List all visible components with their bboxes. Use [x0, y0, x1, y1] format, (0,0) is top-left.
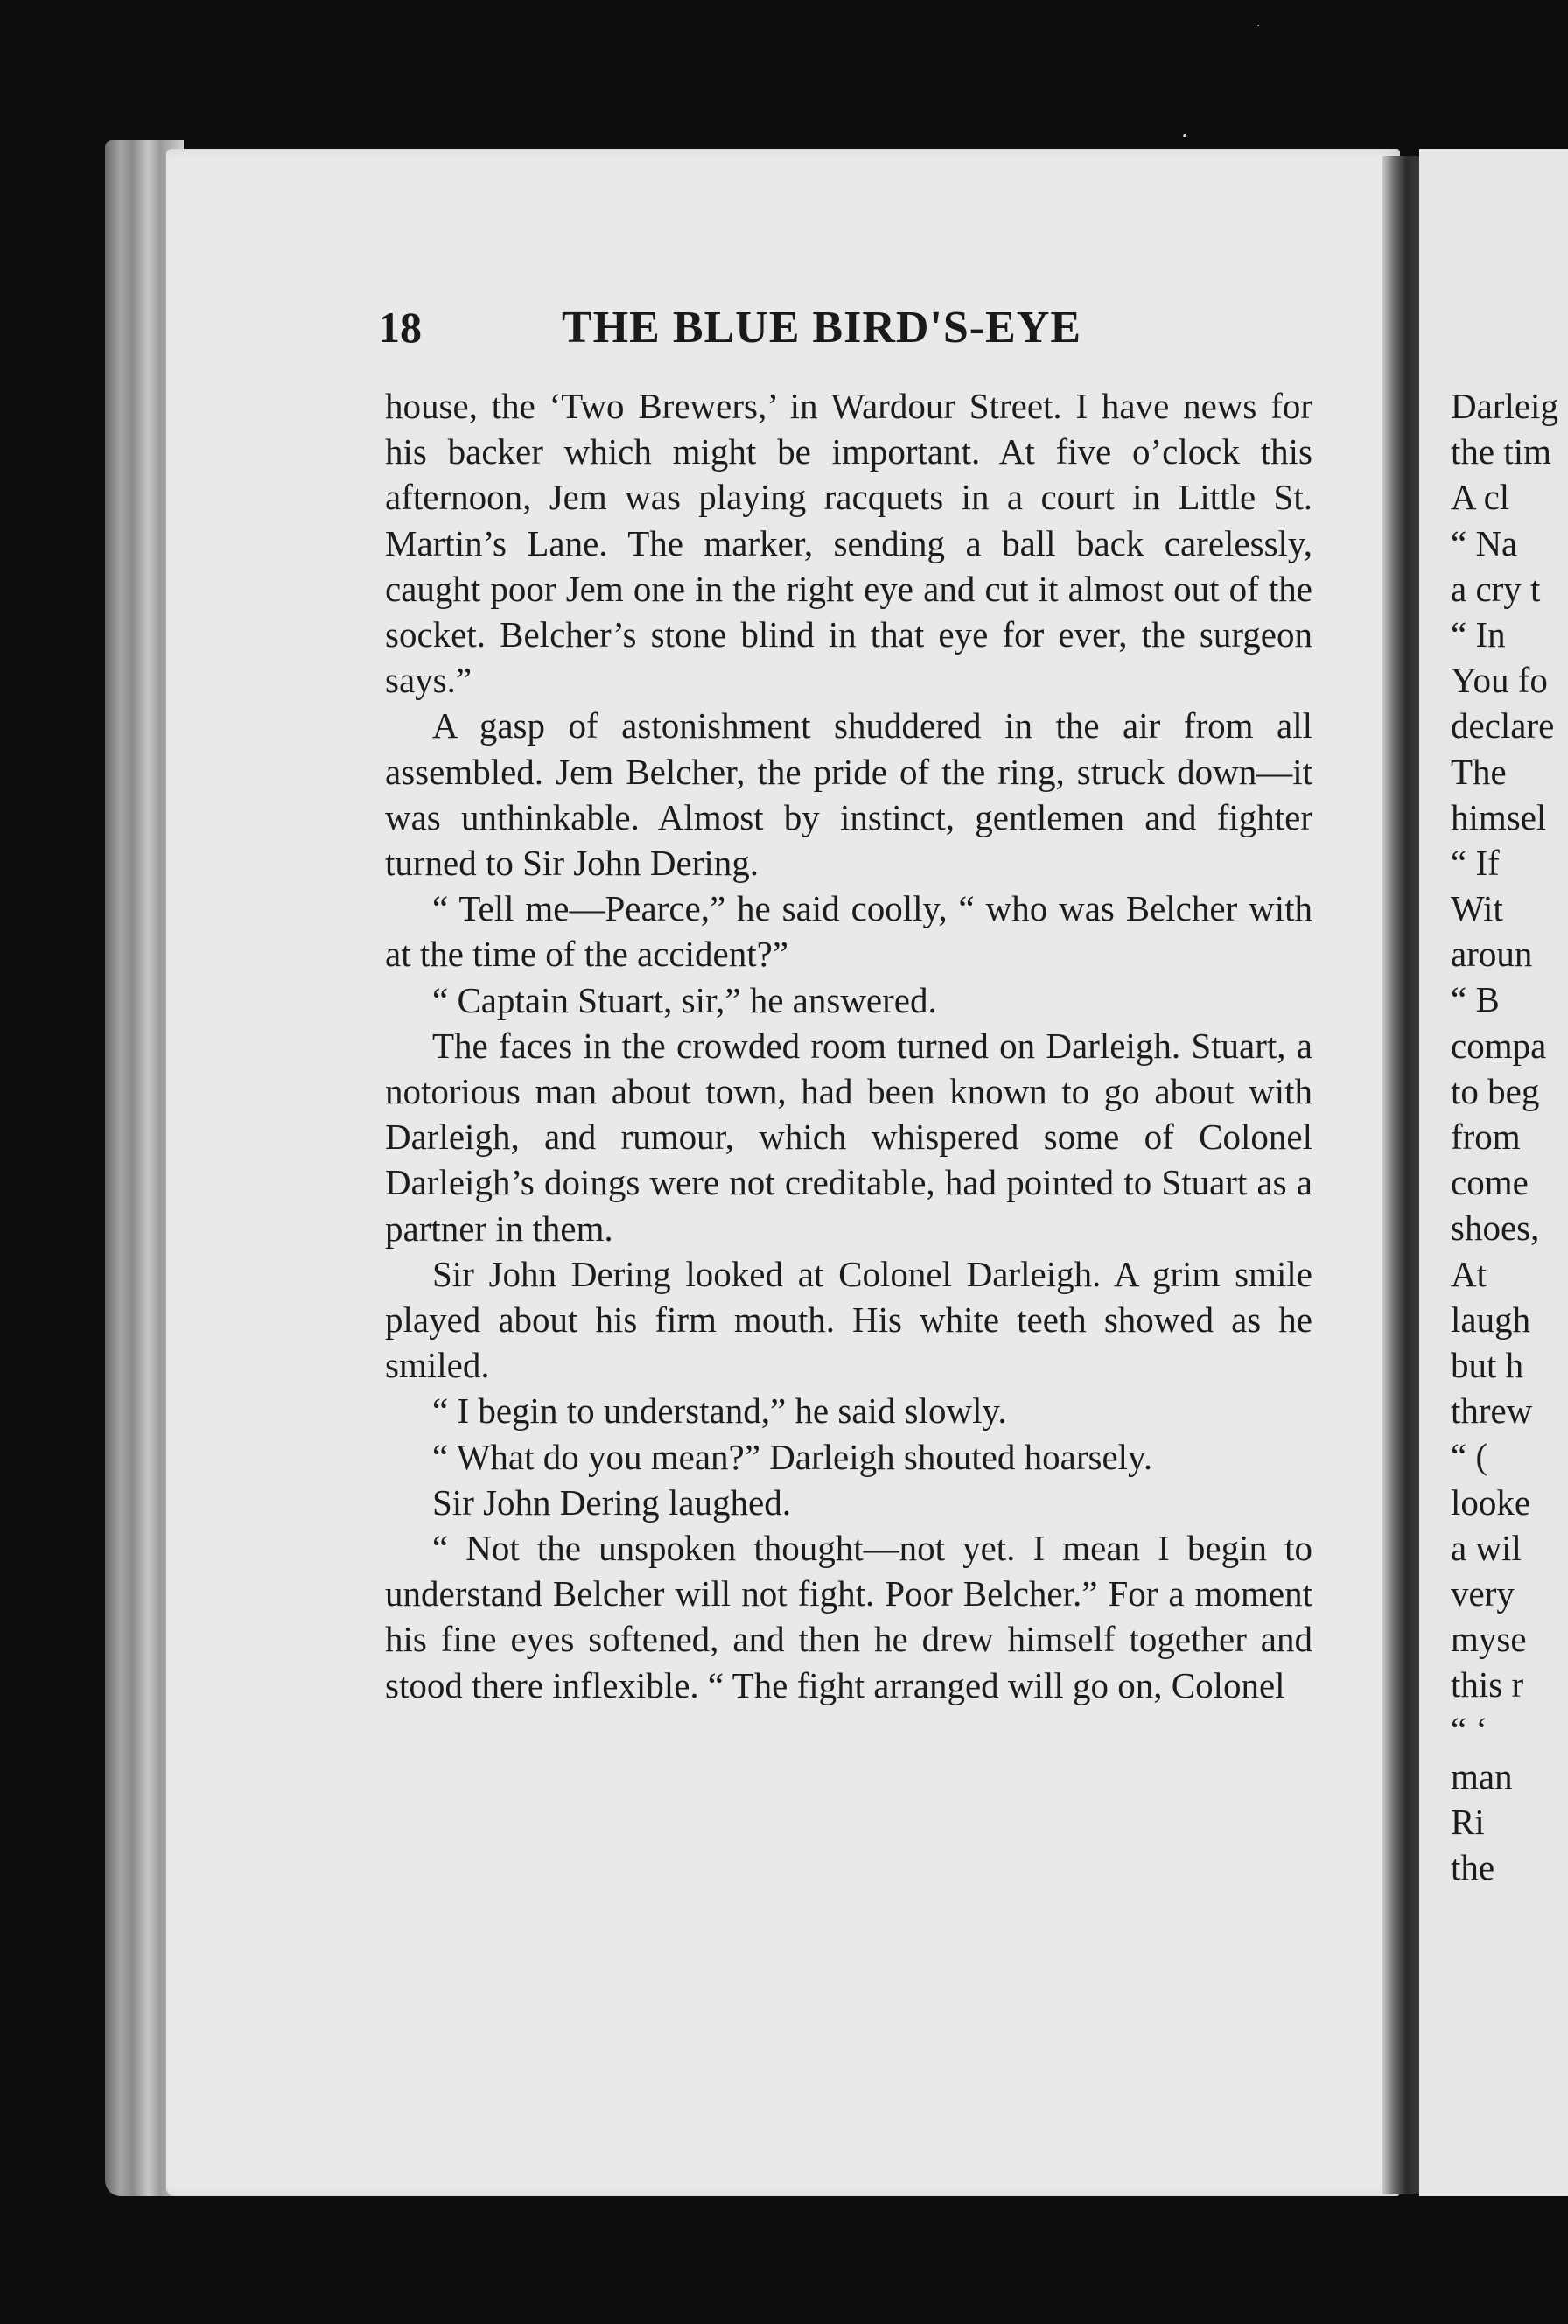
facing-page-line: come [1451, 1162, 1529, 1203]
facing-page-line: The [1451, 751, 1507, 792]
paragraph: A gasp of astonishment shuddered in the air from all assembled. Jem Belcher, the pride of the ring, struck down—it was unthinkable. Almost by instinct, gentlemen and fighter turned to Sir John Dering. [385, 705, 1312, 884]
facing-page-line: Darleig [1451, 386, 1558, 426]
facing-page-line: You fo [1451, 660, 1548, 701]
paragraph: “ Captain Stuart, sir,” he answered. [432, 979, 937, 1020]
paragraph: “ Not the unspoken thought—not yet. I mean I begin to understand Belcher will not fight. Poor Belcher.” For a moment his fine eyes softened, and then he drew himself together and stood there inflexible. “ The fight arranged will go on, Colonel [385, 1528, 1312, 1705]
facing-page-line: shoes, [1451, 1208, 1540, 1249]
facing-page-line: At [1451, 1253, 1487, 1294]
paragraph: “ What do you mean?” Darleigh shouted hoarsely. [432, 1436, 1153, 1477]
paragraph: Sir John Dering laughed. [432, 1481, 791, 1522]
facing-page-line: very [1451, 1572, 1515, 1614]
facing-page-line: a cry t [1451, 568, 1541, 609]
facing-page-line: to beg [1451, 1070, 1540, 1111]
facing-page-line: from [1451, 1116, 1521, 1157]
facing-page-line: looke [1451, 1481, 1531, 1522]
dust-speck: · [1256, 19, 1261, 33]
paragraph: house, the ‘Two Brewers,’ in Wardour Street. I have news for his backer which might be important. At five o’clock this afternoon, Jem was playing racquets in a court in Little St. Martin’s Lane. The marker, sending a ball back carelessly, caught poor Jem one in the right eye and cut it almost out of the socket. Belcher’s stone blind in that eye for ever, the surgeon says.” [385, 386, 1312, 701]
facing-page-line: declare [1451, 705, 1555, 746]
dust-speck: • [1181, 130, 1189, 144]
facing-page-line: Ri [1451, 1801, 1485, 1842]
facing-page-line: “ Na [1451, 522, 1518, 564]
running-head [378, 293, 1340, 363]
facing-page-line: A cl [1451, 477, 1510, 518]
facing-page-line: compa [1451, 1025, 1547, 1066]
facing-page-line: Wit [1451, 888, 1503, 929]
facing-page-line: “ ‘ [1451, 1710, 1488, 1751]
facing-page-line: “ If [1451, 842, 1500, 883]
facing-page-line: “ In [1451, 613, 1506, 654]
page-number: 18 [378, 303, 422, 352]
paragraph: The faces in the crowded room turned on Darleigh. Stuart, a notorious man about town, had been known to go about with Darleigh, and rumour, which whispered some of Colonel Darleigh’s doings were not creditable, had pointed to Stuart as a partner in them. [385, 1025, 1312, 1249]
facing-page-text [1451, 383, 1568, 1890]
facing-page-line: “ B [1451, 979, 1500, 1020]
facing-page-line: a wil [1451, 1527, 1522, 1568]
facing-page-line: aroun [1451, 934, 1533, 975]
book-gutter [1382, 156, 1423, 2194]
facing-page-line: myse [1451, 1619, 1527, 1660]
facing-page-line: “ ( [1451, 1436, 1488, 1477]
book-title: THE BLUE BIRD'S-EYE [562, 303, 1082, 353]
facing-page-line: man [1451, 1755, 1513, 1796]
paragraph: Sir John Dering looked at Colonel Darleigh. A grim smile played about his firm mouth. His white teeth showed as he smiled. [385, 1253, 1312, 1386]
paragraph: “ Tell me—Pearce,” he said coolly, “ who was Belcher with at the time of the accident?” [385, 888, 1312, 975]
facing-page-line: laugh [1451, 1298, 1531, 1340]
facing-page-line: threw [1451, 1390, 1533, 1432]
facing-page-line: the [1451, 1847, 1495, 1887]
paragraph: “ I begin to understand,” he said slowly. [432, 1390, 1007, 1432]
facing-page-line: the tim [1451, 431, 1552, 472]
facing-page-line: this r [1451, 1664, 1524, 1705]
facing-page-line: himsel [1451, 796, 1547, 837]
page-body [385, 383, 1312, 1708]
facing-page-line: but h [1451, 1344, 1524, 1385]
